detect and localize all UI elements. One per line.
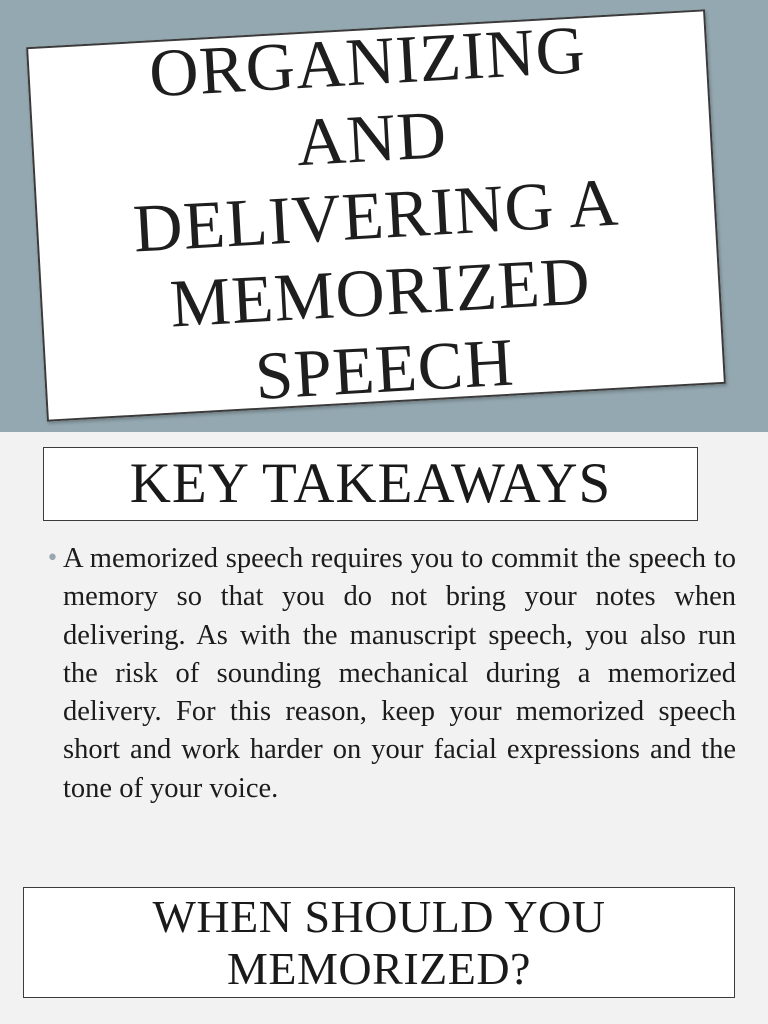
key-takeaways-heading: KEY TAKEAWAYS (129, 452, 612, 515)
takeaways-slide (0, 432, 768, 1024)
title-slide (0, 0, 768, 432)
when-memorize-box (23, 887, 735, 998)
when-memorize-heading: WHEN SHOULD YOU MEMORIZED? (152, 890, 606, 994)
title-card (26, 9, 726, 421)
bullet-text: A memorized speech requires you to commit the speech to memory so that you do not bring your notes when delivering. As with the manuscript speech, you also run the risk of sounding mechanical during a memorized delivery. For this reason, keep your memorized speech short and work harder on your facial expressions and the tone of your voice. (63, 543, 736, 804)
slide-title: ORGANIZING AND DELIVERING A MEMORIZED SPEECH (131, 11, 621, 414)
bullet-icon: • (46, 546, 59, 571)
bullet-item (46, 540, 736, 808)
key-takeaways-box (43, 447, 698, 521)
